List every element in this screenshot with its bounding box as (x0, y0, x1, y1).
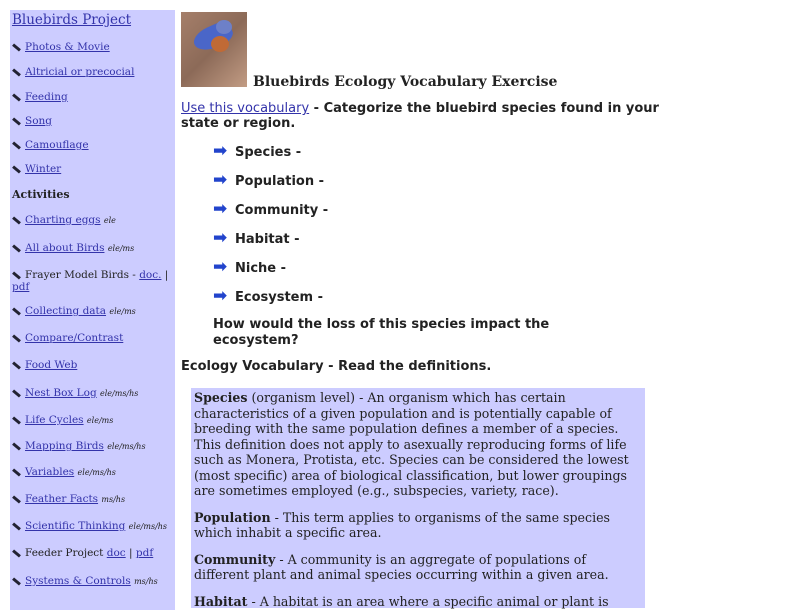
activity-link[interactable]: Collecting data (25, 305, 107, 317)
definition (194, 390, 641, 499)
sidebar-link[interactable]: Altricial or precocial (25, 66, 135, 78)
grade-level: ele (103, 216, 116, 225)
term-item (213, 141, 302, 161)
term-item (213, 170, 325, 190)
definitions-box (191, 388, 645, 608)
activity-label: Frayer Model Birds - (25, 269, 140, 281)
pen-icon (12, 549, 21, 557)
pen-icon (12, 442, 21, 450)
term-label: Niche - (235, 261, 287, 276)
grade-level: ele/ms/hs (128, 522, 168, 531)
activity-item (12, 440, 172, 453)
term-item (213, 199, 329, 219)
pen-icon (12, 68, 21, 76)
arrow-right-icon: ➡ (213, 141, 228, 161)
activity-link[interactable]: Scientific Thinking (25, 520, 126, 532)
activity-item (12, 305, 172, 318)
activity-item (12, 387, 172, 400)
pen-icon (12, 244, 21, 252)
activity-item (12, 575, 172, 588)
definition-text: - A community is an aggregate of populations of different plant and animal species occurring within a given area. (194, 551, 609, 582)
term-label: Habitat - (235, 232, 300, 247)
activity-item: Feeder Project doc | pdf (12, 547, 172, 559)
activity-link[interactable]: Life Cycles (25, 414, 84, 426)
definition-text: - A habitat is an area where a specific animal or plant is (247, 593, 609, 609)
grade-level: ele/ms/hs (107, 442, 146, 451)
pen-icon (12, 307, 21, 315)
activity-link[interactable]: Food Web (25, 359, 78, 371)
activity-item (12, 493, 172, 506)
activity-item (12, 520, 172, 533)
pen-icon (12, 361, 21, 369)
sidebar-link[interactable]: Winter (25, 163, 62, 175)
term-item (213, 257, 287, 277)
activity-link[interactable]: All about Birds (25, 242, 105, 254)
pen-icon (12, 271, 21, 279)
sidebar-item (12, 163, 172, 175)
definition-term: Species (194, 390, 248, 405)
question: How would the loss of this species impact the ecosystem? (213, 317, 550, 348)
definition-text: - This term applies to organisms of the same species which inhabit a specific area. (194, 509, 611, 540)
sidebar-item (12, 115, 172, 127)
definition-term: Community (194, 551, 276, 567)
activity-link[interactable]: Variables (25, 466, 75, 478)
pen-icon (12, 468, 21, 476)
activity-label: Feeder Project (25, 547, 107, 559)
sidebar-item (12, 66, 172, 78)
sidebar-item (12, 41, 172, 53)
pen-icon (12, 522, 21, 530)
term-label: Ecosystem - (235, 290, 323, 305)
definition-term: Habitat (194, 593, 248, 609)
activity-item (12, 466, 172, 479)
pen-icon (12, 216, 21, 224)
pen-icon (12, 416, 21, 424)
grade-level: ele/ms (109, 307, 136, 316)
pen-icon (12, 117, 21, 125)
activity-link[interactable]: Compare/Contrast (25, 332, 124, 344)
sidebar-title-link[interactable]: Bluebirds Project (12, 12, 132, 28)
pen-icon (12, 577, 21, 585)
activity-link[interactable]: Charting eggs (25, 214, 101, 226)
page-title: Bluebirds Ecology Vocabulary Exercise (253, 74, 558, 90)
doc-link[interactable]: doc (106, 547, 126, 559)
pen-icon (12, 389, 21, 397)
arrow-right-icon: ➡ (213, 199, 228, 219)
pen-icon (12, 495, 21, 503)
arrow-right-icon: ➡ (213, 257, 228, 277)
activity-link[interactable]: Systems & Controls (25, 575, 131, 587)
intro (181, 101, 671, 131)
sidebar-link[interactable]: Camouflage (25, 139, 89, 151)
term-label: Community - (235, 203, 329, 218)
arrow-right-icon: ➡ (213, 228, 228, 248)
activity-item (12, 332, 172, 345)
definition (194, 510, 641, 541)
grade-level: ele/ms/hs (77, 468, 116, 477)
sidebar-item (12, 139, 172, 151)
activity-item: Frayer Model Birds - doc. | pdf (12, 269, 169, 293)
activities-heading: Activities (12, 188, 70, 201)
arrow-right-icon: ➡ (213, 170, 228, 190)
grade-level: ele/ms/hs (100, 389, 139, 398)
term-item (213, 228, 300, 248)
definition (194, 594, 641, 610)
activity-link[interactable]: Feather Facts (25, 493, 99, 505)
bluebird-photo (181, 12, 247, 87)
definition-text: (organism level) - An organism which has certain characteristics of a given population and is potentially capable of breeding with the same population defines a member of a species. This definition does not apply to asexually reproducing forms of life such as Monera, Protista, etc. Species can be considered the lowest (most specific) area of biological classification, but lower groupings are sometimes employed (e.g., subspecies, variety, race). (194, 390, 629, 498)
sidebar-link[interactable]: Feeding (25, 91, 68, 103)
pdf-link[interactable]: pdf (135, 547, 154, 559)
pen-icon (12, 43, 21, 51)
sidebar-link[interactable]: Photos & Movie (25, 41, 110, 53)
activity-link[interactable]: Mapping Birds (25, 440, 104, 452)
use-vocabulary-link[interactable]: Use this vocabulary (181, 101, 310, 116)
sidebar-link[interactable]: Song (25, 115, 52, 127)
ecology-heading: Ecology Vocabulary - Read the definitions. (181, 359, 492, 374)
activity-item (12, 214, 172, 227)
activity-item (12, 359, 172, 372)
term-item (213, 286, 323, 306)
grade-level: ele/ms (86, 416, 114, 425)
intro-text: - Categorize the bluebird species found in your state or region. (181, 101, 659, 131)
sidebar (10, 10, 175, 610)
activity-link[interactable]: Nest Box Log (25, 387, 97, 399)
arrow-right-icon: ➡ (213, 286, 228, 306)
grade-level: ms/hs (101, 495, 126, 504)
term-label: Species - (235, 145, 302, 160)
activity-item (12, 414, 172, 427)
pen-icon (12, 165, 21, 173)
pen-icon (12, 334, 21, 342)
pen-icon (12, 141, 21, 149)
pen-icon (12, 93, 21, 101)
term-label: Population - (235, 174, 325, 189)
definition-term: Population (194, 509, 271, 525)
activity-item (12, 242, 172, 255)
doc-link[interactable]: doc. (139, 269, 162, 281)
grade-level: ele/ms (107, 244, 135, 253)
pdf-link[interactable]: pdf (12, 281, 30, 293)
sidebar-item (12, 91, 172, 103)
definition (194, 552, 641, 583)
grade-level: ms/hs (134, 577, 158, 586)
